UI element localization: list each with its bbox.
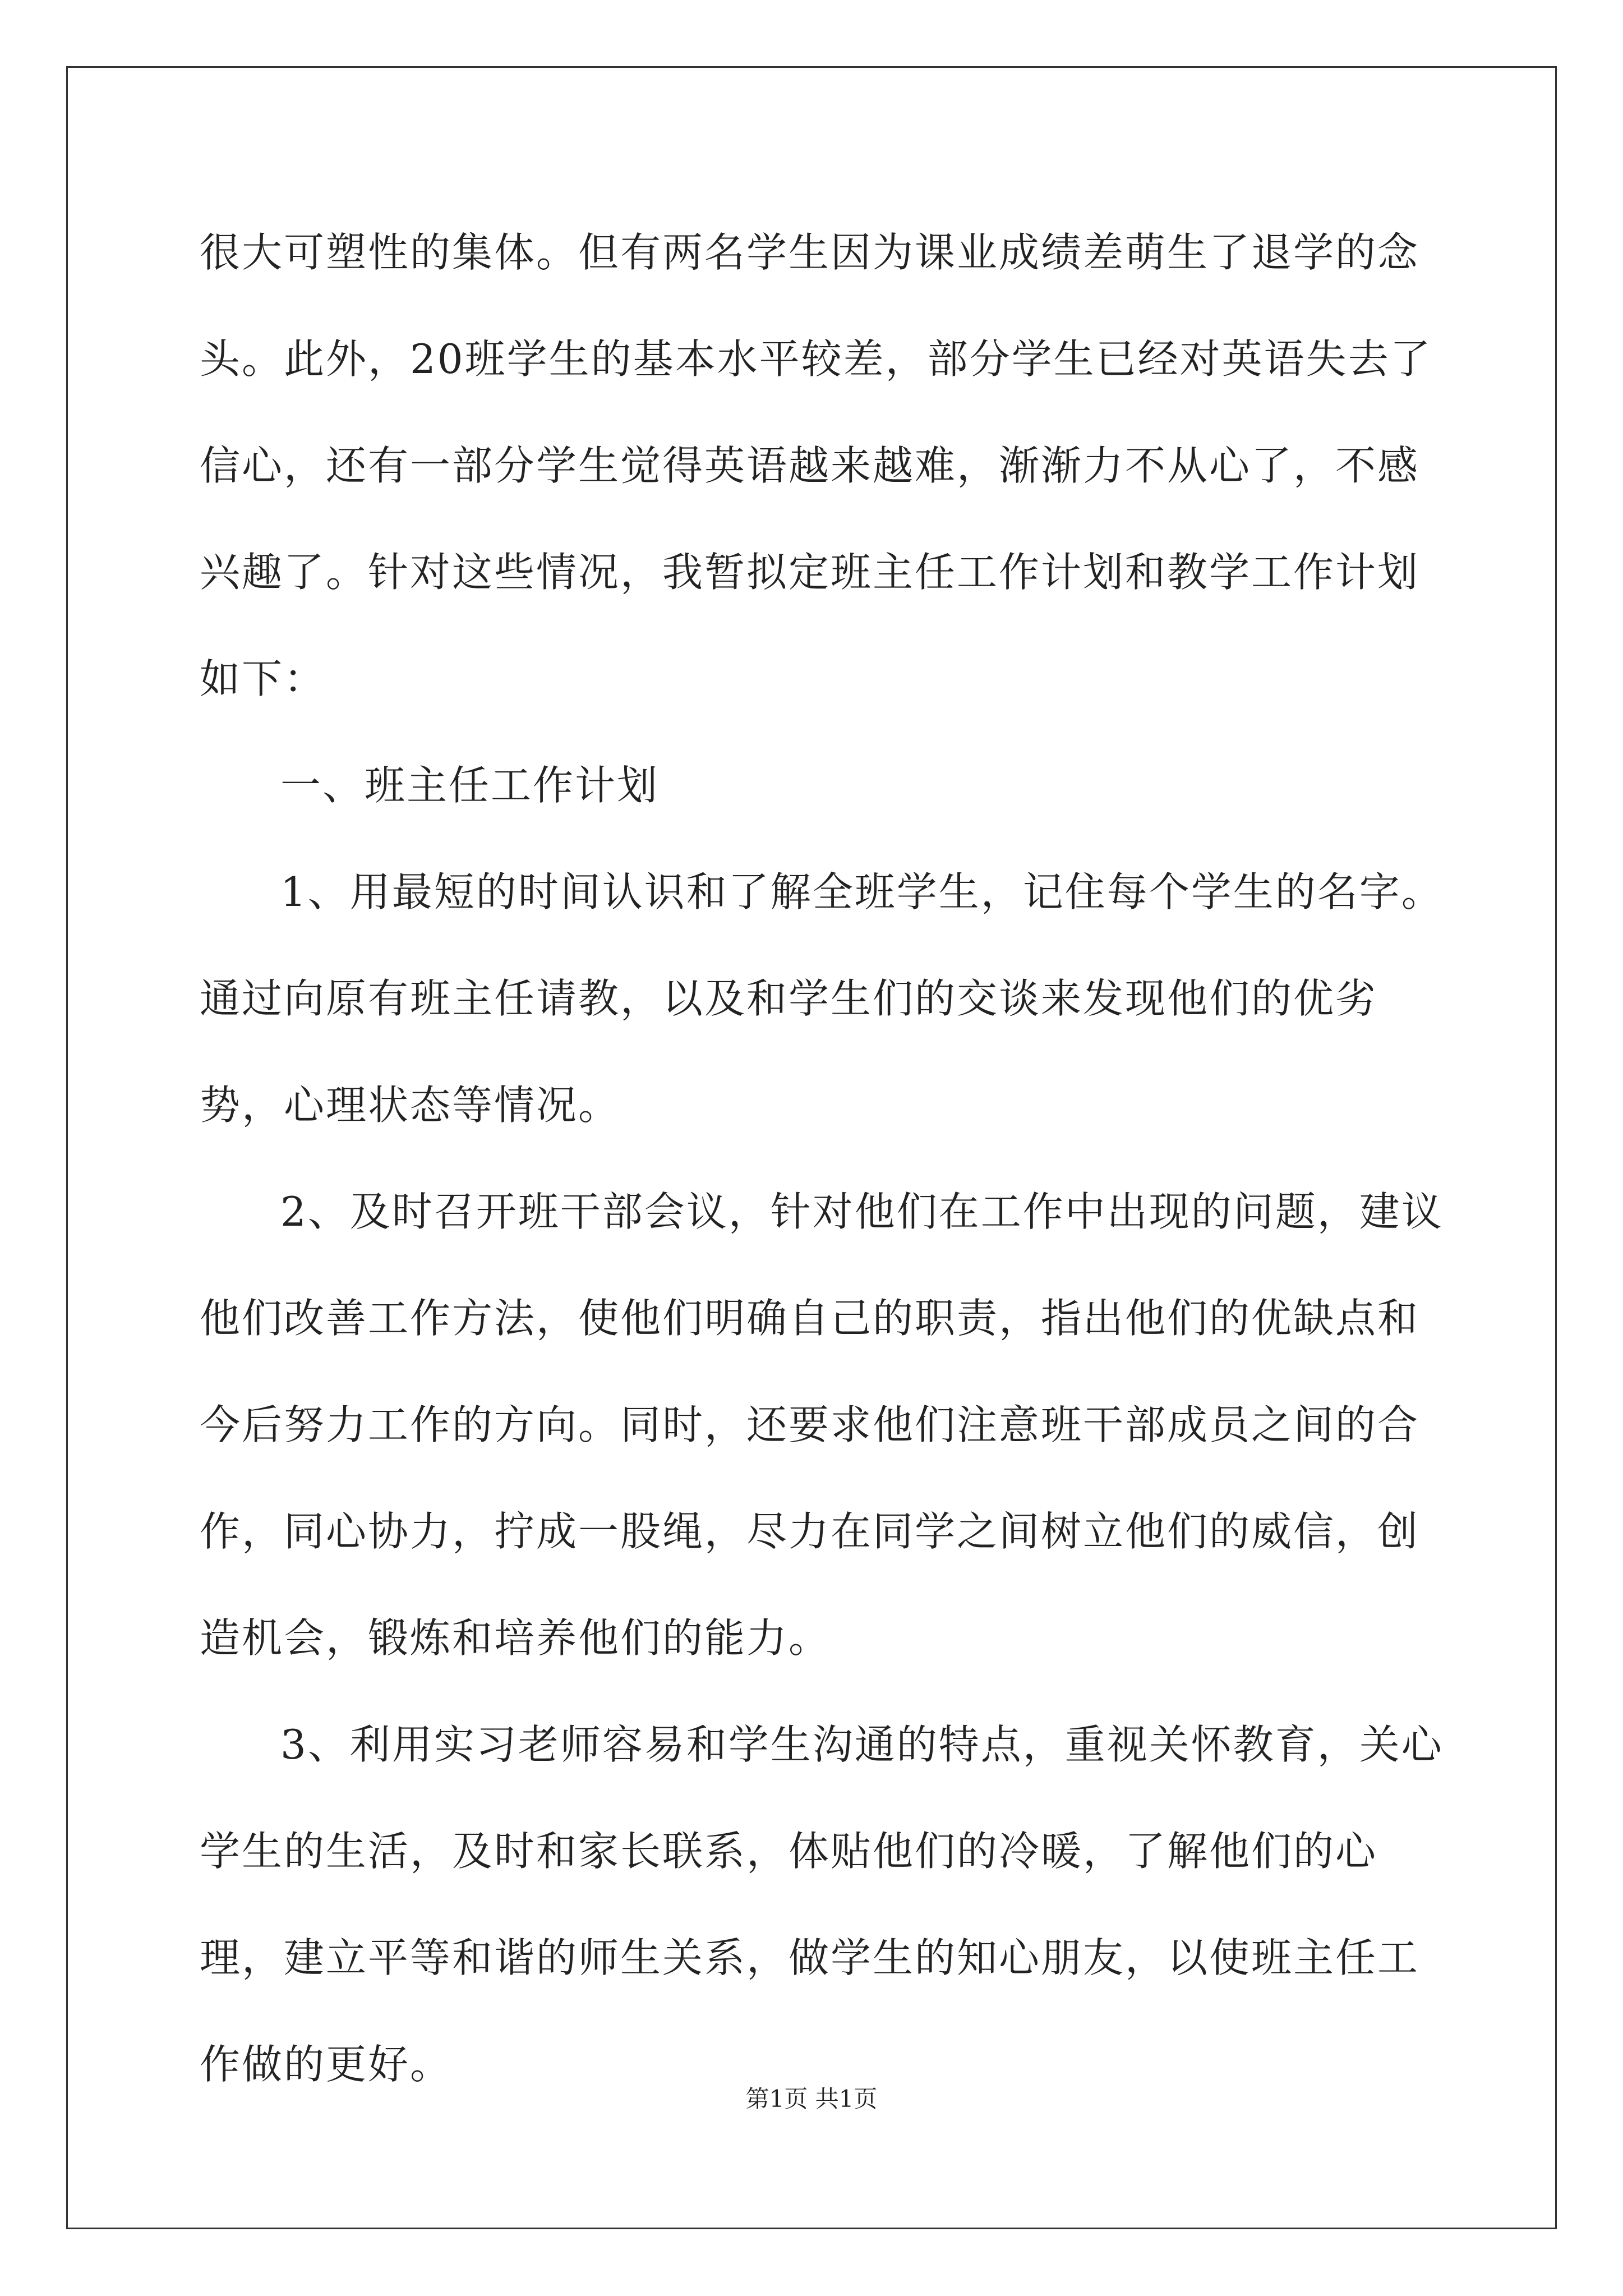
section-heading: 一、班主任工作计划 (280, 762, 660, 809)
paragraph-item-3: 3、利用实习老师容易和学生沟通的特点，重视关怀教育，关心学生的生活，及时和家长联系，体贴他们的冷暖，了解他们的心理，建立平等和谐的师生关系，做学生的知心朋友，以使班主任工作做的更好。 (200, 1721, 1444, 2088)
paragraph-item-2: 2、及时召开班干部会议，针对他们在工作中出现的问题，建议他们改善工作方法，使他们明确自己的职责，指出他们的优缺点和今后努力工作的方向。同时，还要求他们注意班干部成员之间的合作，同心协力，拧成一股绳，尽力在同学之间树立他们的威信，创造机会，锻炼和培养他们的能力。 (200, 1188, 1444, 1662)
paragraph-intro: 很大可塑性的集体。但有两名学生因为课业成绩差萌生了退学的念头。此外，20班学生的基本水平较差，部分学生已经对英语失去了信心，还有一部分学生觉得英语越来越难，渐渐力不从心了，不感兴趣了。针对这些情况，我暂拟定班主任工作计划和教学工作计划如下： (200, 229, 1432, 702)
paragraph-item-1: 1、用最短的时间认识和了解全班学生，记住每个学生的名字。通过向原有班主任请教，以及和学生们的交谈来发现他们的优劣势，心理状态等情况。 (200, 868, 1444, 1129)
page-number-footer: 第1页 共1页 (745, 2085, 878, 2113)
document-body (200, 199, 1456, 2118)
